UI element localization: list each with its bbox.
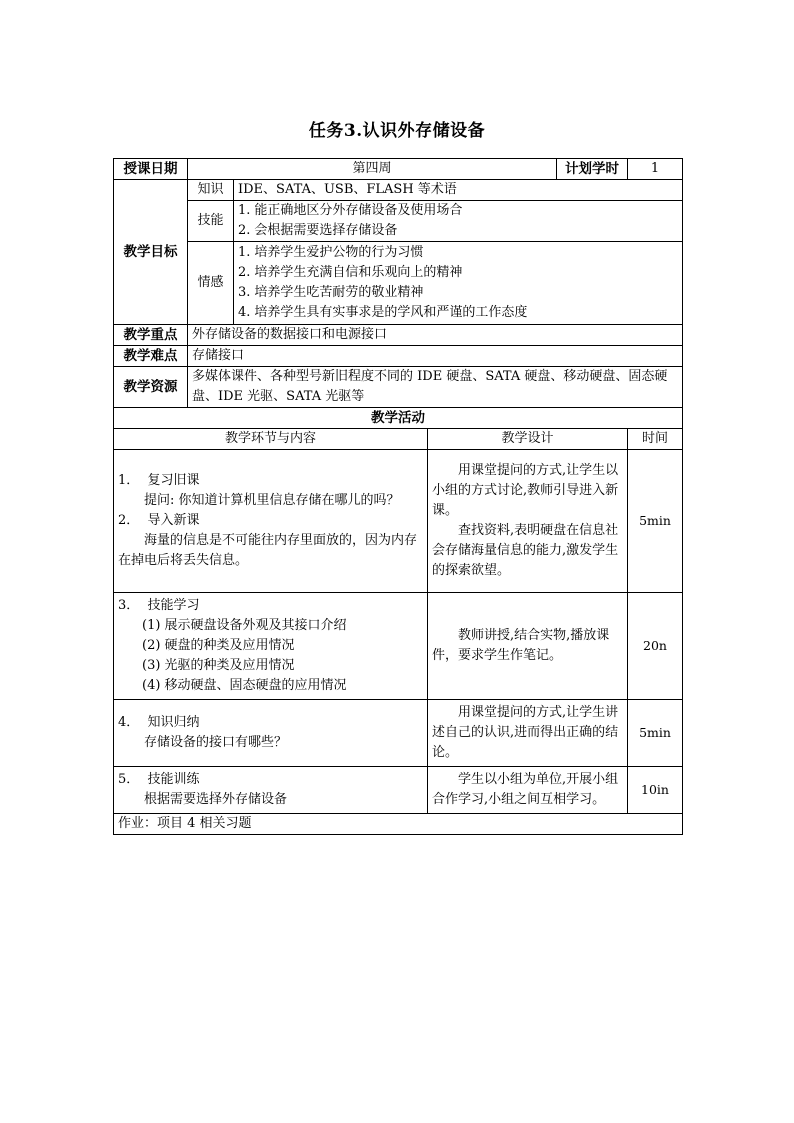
difficulty-value: 存储接口	[188, 346, 683, 367]
step-text: 存储设备的接口有哪些？	[144, 735, 288, 750]
activity-design	[428, 593, 628, 700]
step-heading: 2． 导入新课	[118, 513, 200, 528]
emotion-item: 1. 培养学生爱护公物的行为习惯	[238, 245, 424, 260]
knowledge-label: 知识	[188, 180, 234, 201]
key-point-row	[114, 325, 683, 346]
activity-design	[428, 700, 628, 767]
activity-time: 5min	[628, 700, 683, 767]
resources-label: 教学资源	[114, 367, 188, 408]
step-heading: 5． 技能训练	[118, 772, 200, 787]
activity-time: 20n	[628, 593, 683, 700]
step-heading: 4． 知识归纳	[118, 715, 200, 730]
activity-design	[428, 767, 628, 814]
homework-text: 作业：项目 4 相关习题	[114, 814, 683, 835]
homework-row	[114, 814, 683, 835]
step-text: 海量的信息是不可能往内存里面放的，因为内存在掉电后将丢失信息。	[118, 533, 418, 568]
objectives-label: 教学目标	[114, 180, 188, 325]
skills-list	[234, 201, 683, 242]
objective-skills-row	[114, 201, 683, 242]
step-subitem: (4) 移动硬盘、固态硬盘的应用情况	[142, 678, 347, 693]
hours-label: 计划学时	[557, 159, 628, 180]
step-text: 根据需要选择外存储设备	[144, 792, 288, 807]
emotion-item: 2. 培养学生充满自信和乐观向上的精神	[238, 265, 463, 280]
hours-value: 1	[628, 159, 683, 180]
activity-content	[114, 450, 428, 593]
activities-section-row	[114, 408, 683, 429]
activity-content	[114, 700, 428, 767]
activities-header-row	[114, 429, 683, 450]
activity-time: 10in	[628, 767, 683, 814]
step-subitem: (3) 光驱的种类及应用情况	[142, 658, 295, 673]
activity-row	[114, 767, 683, 814]
difficulty-label: 教学难点	[114, 346, 188, 367]
page-title: 任务3.认识外存储设备	[308, 121, 486, 141]
date-label: 授课日期	[114, 159, 188, 180]
skills-label: 技能	[188, 201, 234, 242]
emotion-label: 情感	[188, 242, 234, 325]
resources-value: 多媒体课件、各种型号新旧程度不同的 IDE 硬盘、SATA 硬盘、移动硬盘、固态硬盘、IDE 光驱、SATA 光驱等	[188, 367, 683, 408]
resources-row	[114, 367, 683, 408]
header-row	[114, 159, 683, 180]
activity-row	[114, 450, 683, 593]
skills-item: 1. 能正确地区分外存储设备及使用场合	[238, 203, 463, 218]
col-content-header: 教学环节与内容	[114, 429, 428, 450]
activity-time: 5min	[628, 450, 683, 593]
step-heading: 3． 技能学习	[118, 598, 200, 613]
col-design-header: 教学设计	[428, 429, 628, 450]
design-paragraph: 用课堂提问的方式,让学生以小组的方式讨论,教师引导进入新课。	[432, 463, 619, 518]
activity-row	[114, 700, 683, 767]
objective-knowledge-row	[114, 180, 683, 201]
step-heading: 1． 复习旧课	[118, 473, 200, 488]
activity-content	[114, 593, 428, 700]
design-paragraph: 用课堂提问的方式,让学生讲述自己的认识,进而得出正确的结论。	[432, 705, 619, 760]
key-point-value: 外存储设备的数据接口和电源接口	[188, 325, 683, 346]
col-time-header: 时间	[628, 429, 683, 450]
step-subitem: (2) 硬盘的种类及应用情况	[142, 638, 295, 653]
activities-section-label: 教学活动	[114, 408, 683, 429]
step-subitem: (1) 展示硬盘设备外观及其接口介绍	[142, 618, 347, 633]
objective-emotion-row	[114, 242, 683, 325]
knowledge-item: IDE、SATA、USB、FLASH 等术语	[234, 180, 683, 201]
difficulty-row	[114, 346, 683, 367]
emotion-list	[234, 242, 683, 325]
skills-item: 2. 会根据需要选择存储设备	[238, 223, 398, 238]
key-point-label: 教学重点	[114, 325, 188, 346]
activity-content	[114, 767, 428, 814]
emotion-item: 4. 培养学生具有实事求是的学风和严谨的工作态度	[238, 305, 528, 320]
lesson-plan-table	[113, 158, 683, 835]
date-value: 第四周	[188, 159, 557, 180]
activity-row	[114, 593, 683, 700]
step-text: 提问: 你知道计算机里信息存储在哪儿的吗？	[144, 493, 400, 508]
activity-design	[428, 450, 628, 593]
design-paragraph: 查找资料,表明硬盘在信息社会存储海量信息的能力,激发学生的探索欲望。	[432, 523, 619, 578]
emotion-item: 3. 培养学生吃苦耐劳的敬业精神	[238, 285, 424, 300]
design-paragraph: 学生以小组为单位,开展小组合作学习,小组之间互相学习。	[432, 772, 619, 807]
design-paragraph: 教师讲授,结合实物,播放课件，要求学生作笔记。	[432, 628, 610, 663]
